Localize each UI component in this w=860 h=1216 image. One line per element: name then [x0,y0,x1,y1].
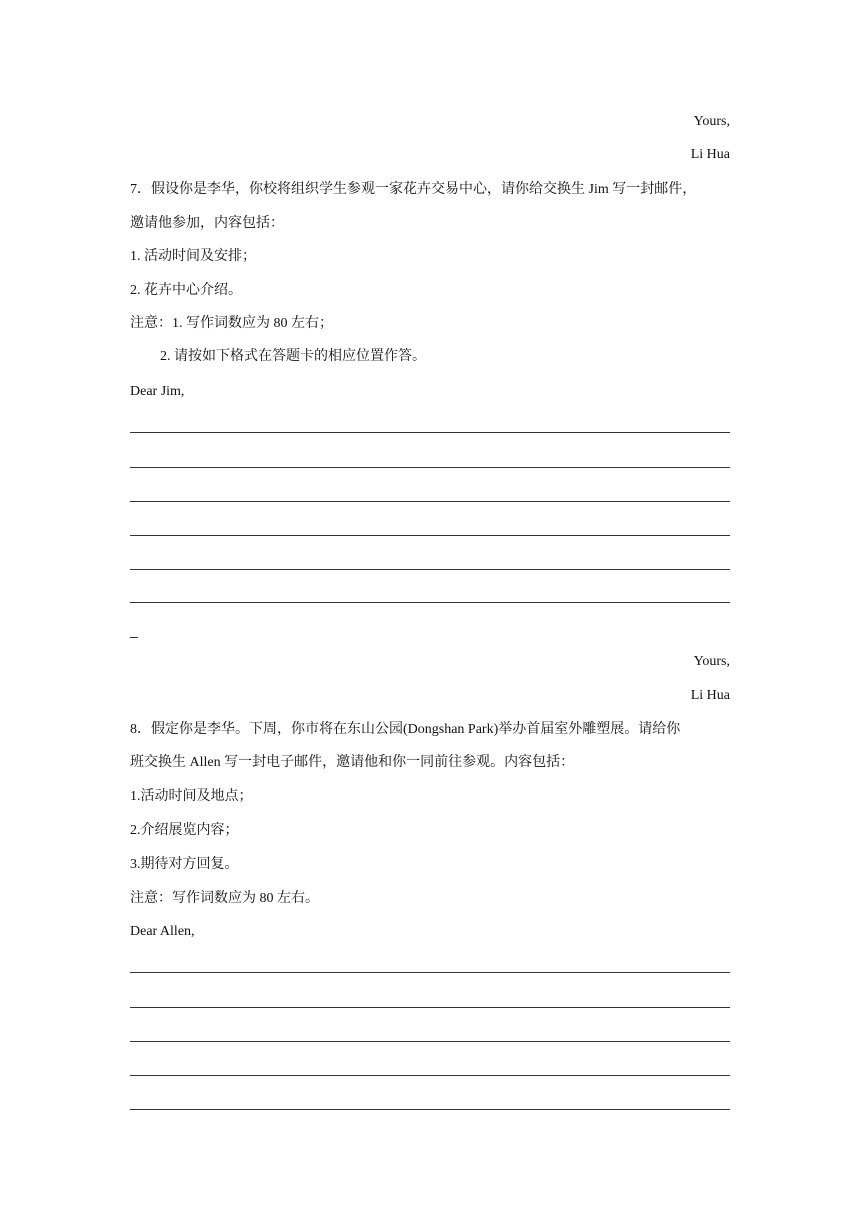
q8-item-2: 2.介绍展览内容； [130,823,239,838]
q8-item-1: 1.活动时间及地点； [130,789,253,804]
q8-answer-line[interactable] [130,1109,730,1110]
q7-note-2: 2. 请按如下格式在答题卡的相应位置作答。 [160,349,426,364]
q8-prompt-line2: 班交换生 Allen 写一封电子邮件，邀请他和你一同前往参观。内容包括： [130,755,575,770]
q7-prompt-line2: 邀请他参加，内容包括： [130,216,284,231]
q8-answer-line[interactable] [130,1007,730,1008]
q7-answer-line[interactable] [130,535,730,536]
q8-answer-line[interactable] [130,1075,730,1076]
q7-signature: Li Hua [690,688,730,703]
q7-salutation: Dear Jim, [130,384,185,399]
top-closing: Yours, [693,114,730,129]
q8-item-3: 3.期待对方回复。 [130,857,239,872]
q8-answer-line[interactable] [130,1041,730,1042]
q8-salutation: Dear Allen, [130,924,195,939]
top-signature: Li Hua [690,147,730,162]
q7-item-2: 2. 花卉中心介绍。 [130,283,242,298]
q7-item-1: 1. 活动时间及安排； [130,249,256,264]
q7-note-1: 注意：1. 写作词数应为 80 左右； [130,316,333,331]
q8-prompt-line1: 8．假定你是李华。下周，你市将在东山公园(Dongshan Park)举办首届室外雕塑展。请给你 [130,722,681,737]
q7-answer-line[interactable] [130,602,730,603]
q7-answer-line[interactable] [130,501,730,502]
q8-answer-line[interactable] [130,972,730,973]
q7-closing: Yours, [693,654,730,669]
q7-answer-line[interactable] [130,569,730,570]
q8-note: 注意：写作词数应为 80 左右。 [130,891,319,906]
q7-answer-line[interactable] [130,432,730,433]
q7-answer-line[interactable] [130,467,730,468]
q7-prompt-line1: 7．假设你是李华，你校将组织学生参观一家花卉交易中心，请你给交换生 Jim 写一封邮件， [130,182,697,197]
q7-answer-line-stub[interactable] [130,637,138,638]
